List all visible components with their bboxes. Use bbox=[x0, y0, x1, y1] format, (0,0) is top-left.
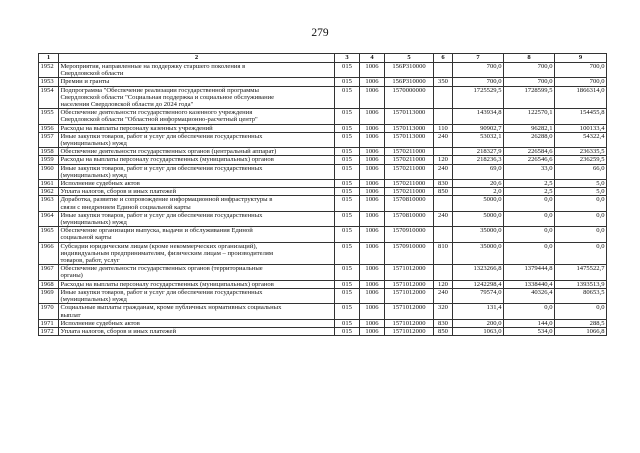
target-article-code: 156P310000 bbox=[385, 63, 434, 78]
amount-year-3: 66,0 bbox=[555, 164, 607, 179]
expense-type-code bbox=[434, 63, 453, 78]
amount-year-1: 35000,0 bbox=[453, 227, 504, 242]
expense-type-code: 810 bbox=[434, 242, 453, 265]
amount-year-3: 0,0 bbox=[555, 227, 607, 242]
section-code: 1006 bbox=[360, 227, 385, 242]
expense-type-code bbox=[434, 227, 453, 242]
amount-year-1: 53032,1 bbox=[453, 132, 504, 147]
amount-year-1: 2,0 bbox=[453, 188, 504, 196]
ministry-code: 015 bbox=[335, 265, 360, 280]
expense-type-code bbox=[434, 265, 453, 280]
section-code: 1006 bbox=[360, 124, 385, 132]
section-code: 1006 bbox=[360, 280, 385, 288]
table-row bbox=[39, 327, 607, 335]
amount-year-3: 54322,4 bbox=[555, 132, 607, 147]
amount-year-2: 96282,1 bbox=[504, 124, 555, 132]
amount-year-2: 0,0 bbox=[504, 304, 555, 319]
target-article-code: 1570211000 bbox=[385, 148, 434, 156]
amount-year-3: 700,0 bbox=[555, 63, 607, 78]
amount-year-2: 534,0 bbox=[504, 327, 555, 335]
amount-year-2: 700,0 bbox=[504, 78, 555, 86]
section-code: 1006 bbox=[360, 109, 385, 124]
section-code: 1006 bbox=[360, 211, 385, 226]
target-article-code: 1570000000 bbox=[385, 86, 434, 109]
page-number: 279 bbox=[311, 27, 329, 39]
ministry-code: 015 bbox=[335, 227, 360, 242]
column-header: 4 bbox=[360, 54, 385, 63]
section-code: 1006 bbox=[360, 148, 385, 156]
amount-year-2: 1338440,4 bbox=[504, 280, 555, 288]
section-code: 1006 bbox=[360, 180, 385, 188]
table-row bbox=[39, 164, 607, 179]
column-header: 3 bbox=[335, 54, 360, 63]
ministry-code: 015 bbox=[335, 180, 360, 188]
section-code: 1006 bbox=[360, 188, 385, 196]
row-name: Расходы на выплаты персоналу государственных (муниципальных) органов bbox=[59, 156, 335, 164]
ministry-code: 015 bbox=[335, 280, 360, 288]
ministry-code: 015 bbox=[335, 63, 360, 78]
row-name: Обеспечение деятельности государственных органов (центральный аппарат) bbox=[59, 148, 335, 156]
target-article-code: 1570211000 bbox=[385, 156, 434, 164]
target-article-code: 1571012000 bbox=[385, 304, 434, 319]
table-row bbox=[39, 86, 607, 109]
amount-year-3: 5,0 bbox=[555, 188, 607, 196]
amount-year-2: 700,0 bbox=[504, 63, 555, 78]
row-name: Подпрограмма "Обеспечение реализации государственной программы Свердловской области "Социальная поддержка и социальное обслуживание населения Свердловской области до 2024 года" bbox=[59, 86, 335, 109]
amount-year-3: 154455,8 bbox=[555, 109, 607, 124]
row-number: 1962 bbox=[39, 188, 59, 196]
amount-year-1: 90902,7 bbox=[453, 124, 504, 132]
table-row bbox=[39, 227, 607, 242]
table-row bbox=[39, 211, 607, 226]
section-code: 1006 bbox=[360, 242, 385, 265]
amount-year-2: 1379444,8 bbox=[504, 265, 555, 280]
amount-year-2: 144,0 bbox=[504, 319, 555, 327]
column-header: 6 bbox=[434, 54, 453, 63]
amount-year-2: 0,0 bbox=[504, 227, 555, 242]
target-article-code: 156P310000 bbox=[385, 78, 434, 86]
expense-type-code: 850 bbox=[434, 327, 453, 335]
table-row bbox=[39, 78, 607, 86]
row-name: Уплата налогов, сборов и иных платежей bbox=[59, 327, 335, 335]
table-row bbox=[39, 156, 607, 164]
amount-year-3: 236259,5 bbox=[555, 156, 607, 164]
expense-type-code: 850 bbox=[434, 188, 453, 196]
amount-year-2: 26288,0 bbox=[504, 132, 555, 147]
row-number: 1956 bbox=[39, 124, 59, 132]
target-article-code: 1571012000 bbox=[385, 280, 434, 288]
ministry-code: 015 bbox=[335, 288, 360, 303]
table-row bbox=[39, 63, 607, 78]
table-row bbox=[39, 180, 607, 188]
row-name: Иные закупки товаров, работ и услуг для обеспечения государственных (муниципальных) нужд bbox=[59, 164, 335, 179]
expense-type-code: 240 bbox=[434, 132, 453, 147]
ministry-code: 015 bbox=[335, 164, 360, 179]
row-number: 1958 bbox=[39, 148, 59, 156]
amount-year-3: 0,0 bbox=[555, 304, 607, 319]
row-number: 1965 bbox=[39, 227, 59, 242]
row-number: 1961 bbox=[39, 180, 59, 188]
amount-year-1: 35000,0 bbox=[453, 242, 504, 265]
amount-year-1: 1063,0 bbox=[453, 327, 504, 335]
amount-year-1: 218236,3 bbox=[453, 156, 504, 164]
amount-year-3: 0,0 bbox=[555, 211, 607, 226]
row-name: Исполнение судебных актов bbox=[59, 180, 335, 188]
row-name: Иные закупки товаров, работ и услуг для обеспечения государственных (муниципальных) нужд bbox=[59, 211, 335, 226]
expense-type-code: 830 bbox=[434, 180, 453, 188]
row-number: 1955 bbox=[39, 109, 59, 124]
target-article-code: 1570810000 bbox=[385, 196, 434, 211]
row-name: Иные закупки товаров, работ и услуг для обеспечения государственных (муниципальных) нужд bbox=[59, 288, 335, 303]
table-row bbox=[39, 109, 607, 124]
expense-type-code: 120 bbox=[434, 156, 453, 164]
section-code: 1006 bbox=[360, 132, 385, 147]
row-name: Субсидии юридическим лицам (кроме некоммерческих организаций), индивидуальным предпринимателям, физическим лицам – производителям товаров, работ, услуг bbox=[59, 242, 335, 265]
table-row bbox=[39, 319, 607, 327]
ministry-code: 015 bbox=[335, 78, 360, 86]
row-name: Премии и гранты bbox=[59, 78, 335, 86]
amount-year-2: 0,0 bbox=[504, 211, 555, 226]
row-number: 1970 bbox=[39, 304, 59, 319]
table-row bbox=[39, 148, 607, 156]
amount-year-2: 122570,1 bbox=[504, 109, 555, 124]
amount-year-1: 5000,0 bbox=[453, 196, 504, 211]
expense-type-code: 110 bbox=[434, 124, 453, 132]
amount-year-2: 226584,6 bbox=[504, 148, 555, 156]
amount-year-2: 40326,4 bbox=[504, 288, 555, 303]
ministry-code: 015 bbox=[335, 196, 360, 211]
amount-year-1: 200,0 bbox=[453, 319, 504, 327]
section-code: 1006 bbox=[360, 319, 385, 327]
section-code: 1006 bbox=[360, 156, 385, 164]
amount-year-2: 33,0 bbox=[504, 164, 555, 179]
target-article-code: 1570113000 bbox=[385, 132, 434, 147]
amount-year-3: 1393513,9 bbox=[555, 280, 607, 288]
ministry-code: 015 bbox=[335, 124, 360, 132]
row-number: 1971 bbox=[39, 319, 59, 327]
table-header-row bbox=[39, 54, 607, 63]
column-header: 5 bbox=[385, 54, 434, 63]
column-header: 7 bbox=[453, 54, 504, 63]
row-number: 1959 bbox=[39, 156, 59, 164]
amount-year-2: 0,0 bbox=[504, 196, 555, 211]
section-code: 1006 bbox=[360, 265, 385, 280]
target-article-code: 1570910000 bbox=[385, 227, 434, 242]
row-number: 1957 bbox=[39, 132, 59, 147]
column-header: 2 bbox=[59, 54, 335, 63]
target-article-code: 1571012000 bbox=[385, 288, 434, 303]
amount-year-3: 1066,8 bbox=[555, 327, 607, 335]
amount-year-3: 1475522,7 bbox=[555, 265, 607, 280]
table-row bbox=[39, 188, 607, 196]
ministry-code: 015 bbox=[335, 148, 360, 156]
target-article-code: 1571012000 bbox=[385, 327, 434, 335]
row-number: 1966 bbox=[39, 242, 59, 265]
column-header: 8 bbox=[504, 54, 555, 63]
row-number: 1969 bbox=[39, 288, 59, 303]
row-name: Социальные выплаты гражданам, кроме публичных нормативных социальных выплат bbox=[59, 304, 335, 319]
target-article-code: 1570211000 bbox=[385, 164, 434, 179]
target-article-code: 1570211000 bbox=[385, 180, 434, 188]
amount-year-2: 2,5 bbox=[504, 188, 555, 196]
amount-year-1: 1242298,4 bbox=[453, 280, 504, 288]
row-name: Уплата налогов, сборов и иных платежей bbox=[59, 188, 335, 196]
amount-year-3: 0,0 bbox=[555, 196, 607, 211]
row-number: 1963 bbox=[39, 196, 59, 211]
amount-year-3: 80653,5 bbox=[555, 288, 607, 303]
amount-year-3: 288,5 bbox=[555, 319, 607, 327]
ministry-code: 015 bbox=[335, 211, 360, 226]
amount-year-3: 700,0 bbox=[555, 78, 607, 86]
ministry-code: 015 bbox=[335, 132, 360, 147]
row-number: 1960 bbox=[39, 164, 59, 179]
expense-type-code: 240 bbox=[434, 211, 453, 226]
target-article-code: 1570810000 bbox=[385, 211, 434, 226]
row-number: 1968 bbox=[39, 280, 59, 288]
amount-year-1: 5000,0 bbox=[453, 211, 504, 226]
amount-year-1: 20,6 bbox=[453, 180, 504, 188]
amount-year-2: 1728599,5 bbox=[504, 86, 555, 109]
target-article-code: 1570113000 bbox=[385, 109, 434, 124]
amount-year-1: 79574,0 bbox=[453, 288, 504, 303]
row-number: 1953 bbox=[39, 78, 59, 86]
ministry-code: 015 bbox=[335, 304, 360, 319]
amount-year-3: 1866314,0 bbox=[555, 86, 607, 109]
section-code: 1006 bbox=[360, 196, 385, 211]
section-code: 1006 bbox=[360, 86, 385, 109]
table-row bbox=[39, 242, 607, 265]
expense-type-code: 320 bbox=[434, 304, 453, 319]
row-number: 1972 bbox=[39, 327, 59, 335]
section-code: 1006 bbox=[360, 164, 385, 179]
expense-type-code: 240 bbox=[434, 288, 453, 303]
column-header: 1 bbox=[39, 54, 59, 63]
expense-type-code bbox=[434, 109, 453, 124]
section-code: 1006 bbox=[360, 304, 385, 319]
row-name: Обеспечение деятельности государственного казенного учреждения Свердловской области "Областной информационно-расчетный центр" bbox=[59, 109, 335, 124]
expense-type-code: 350 bbox=[434, 78, 453, 86]
table-row bbox=[39, 196, 607, 211]
section-code: 1006 bbox=[360, 78, 385, 86]
expense-type-code: 830 bbox=[434, 319, 453, 327]
row-name: Обеспечение организации выпуска, выдачи и обслуживания Единой социальной карты bbox=[59, 227, 335, 242]
amount-year-1: 143934,8 bbox=[453, 109, 504, 124]
section-code: 1006 bbox=[360, 63, 385, 78]
ministry-code: 015 bbox=[335, 109, 360, 124]
ministry-code: 015 bbox=[335, 188, 360, 196]
row-number: 1967 bbox=[39, 265, 59, 280]
ministry-code: 015 bbox=[335, 86, 360, 109]
ministry-code: 015 bbox=[335, 327, 360, 335]
row-name: Расходы на выплаты персоналу государственных (муниципальных) органов bbox=[59, 280, 335, 288]
target-article-code: 1571012000 bbox=[385, 265, 434, 280]
amount-year-1: 69,0 bbox=[453, 164, 504, 179]
target-article-code: 1570910000 bbox=[385, 242, 434, 265]
amount-year-3: 236335,5 bbox=[555, 148, 607, 156]
amount-year-2: 226546,6 bbox=[504, 156, 555, 164]
row-number: 1964 bbox=[39, 211, 59, 226]
table-row bbox=[39, 265, 607, 280]
expense-type-code: 120 bbox=[434, 280, 453, 288]
expense-type-code: 240 bbox=[434, 164, 453, 179]
amount-year-1: 1725529,5 bbox=[453, 86, 504, 109]
expense-type-code bbox=[434, 148, 453, 156]
amount-year-3: 5,0 bbox=[555, 180, 607, 188]
amount-year-1: 1323266,8 bbox=[453, 265, 504, 280]
row-name: Иные закупки товаров, работ и услуг для обеспечения государственных (муниципальных) нужд bbox=[59, 132, 335, 147]
amount-year-1: 700,0 bbox=[453, 78, 504, 86]
table-row bbox=[39, 280, 607, 288]
table-row bbox=[39, 132, 607, 147]
target-article-code: 1570211000 bbox=[385, 188, 434, 196]
row-number: 1954 bbox=[39, 86, 59, 109]
amount-year-3: 0,0 bbox=[555, 242, 607, 265]
ministry-code: 015 bbox=[335, 242, 360, 265]
column-header: 9 bbox=[555, 54, 607, 63]
table-row bbox=[39, 288, 607, 303]
table-row bbox=[39, 304, 607, 319]
target-article-code: 1571012000 bbox=[385, 319, 434, 327]
budget-table bbox=[38, 53, 607, 336]
amount-year-1: 131,4 bbox=[453, 304, 504, 319]
amount-year-1: 218327,9 bbox=[453, 148, 504, 156]
table-body bbox=[39, 63, 607, 336]
table-row bbox=[39, 124, 607, 132]
ministry-code: 015 bbox=[335, 156, 360, 164]
section-code: 1006 bbox=[360, 288, 385, 303]
amount-year-1: 700,0 bbox=[453, 63, 504, 78]
row-name: Доработка, развитие и сопровождение информационной инфраструктуры в связи с внедрением Единой социальной карты bbox=[59, 196, 335, 211]
section-code: 1006 bbox=[360, 327, 385, 335]
amount-year-2: 2,5 bbox=[504, 180, 555, 188]
ministry-code: 015 bbox=[335, 319, 360, 327]
row-number: 1952 bbox=[39, 63, 59, 78]
expense-type-code bbox=[434, 196, 453, 211]
row-name: Мероприятия, направленные на поддержку старшего поколения в Свердловской области bbox=[59, 63, 335, 78]
row-name: Расходы на выплаты персоналу казенных учреждений bbox=[59, 124, 335, 132]
row-name: Обеспечение деятельности государственных органов (территориальные органы) bbox=[59, 265, 335, 280]
amount-year-3: 100133,4 bbox=[555, 124, 607, 132]
amount-year-2: 0,0 bbox=[504, 242, 555, 265]
target-article-code: 1570113000 bbox=[385, 124, 434, 132]
expense-type-code bbox=[434, 86, 453, 109]
row-name: Исполнение судебных актов bbox=[59, 319, 335, 327]
